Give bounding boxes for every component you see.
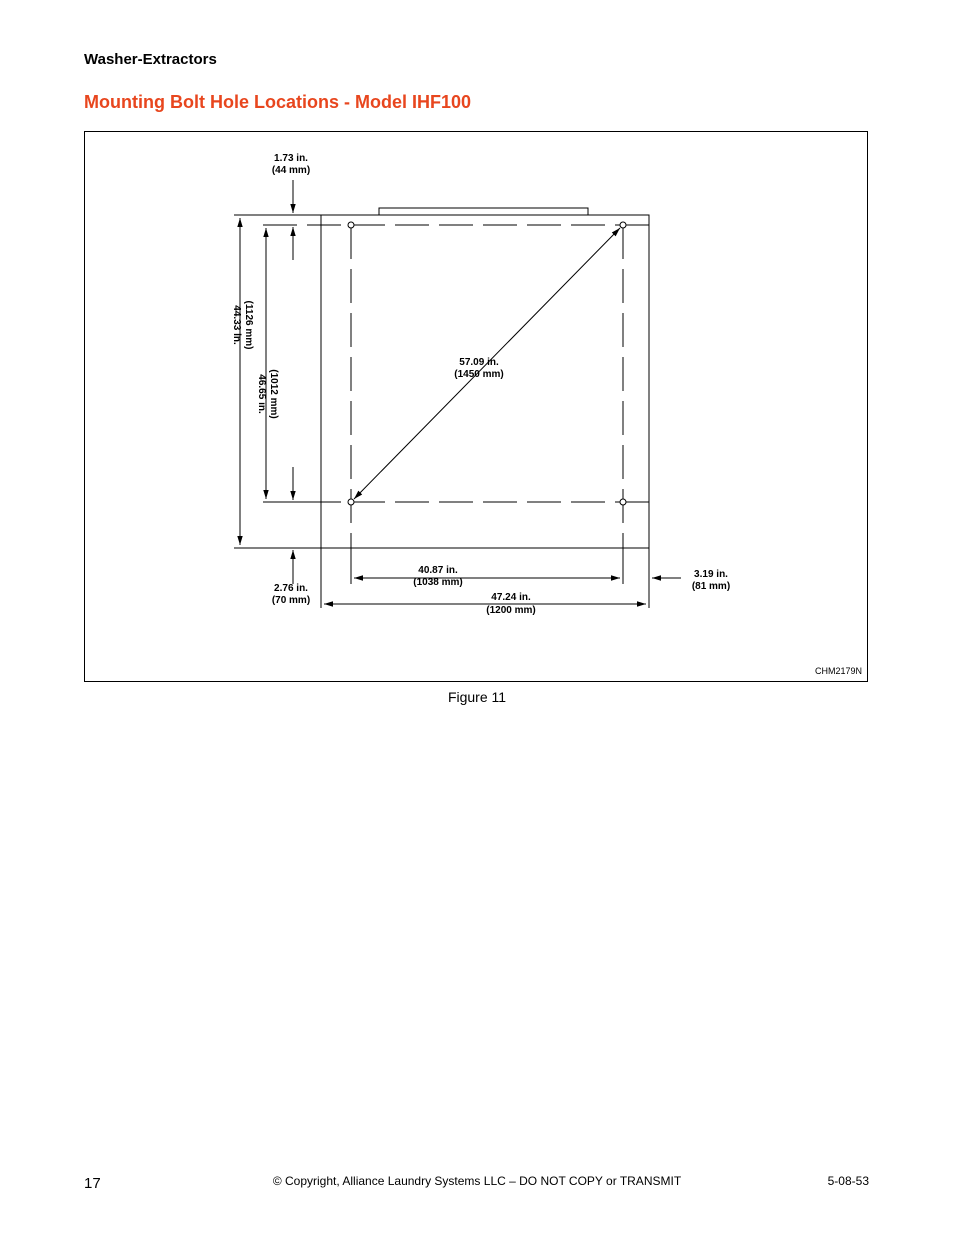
extension-lines — [234, 215, 649, 608]
document-code: 5-08-53 — [827, 1174, 869, 1188]
overall-depth-imperial: 44.33 in. — [231, 305, 242, 345]
hole-width-imperial: 40.87 in. — [418, 565, 458, 576]
machine-outline — [321, 215, 649, 548]
bolt-hole — [620, 499, 626, 505]
top-offset-metric: (44 mm) — [271, 165, 311, 176]
dimension-lines — [240, 180, 681, 604]
overall-depth-metric: (1126 mm) — [243, 300, 254, 350]
side-offset-imperial: 3.19 in. — [694, 569, 728, 580]
bottom-offset-imperial: 2.76 in. — [274, 583, 308, 594]
mounting-diagram — [85, 132, 869, 683]
figure-caption: Figure 11 — [447, 689, 507, 705]
hole-depth-metric: (1012 mm) — [268, 369, 279, 419]
copyright-notice: © Copyright, Alliance Laundry Systems LLC – DO NOT COPY or TRANSMIT — [272, 1174, 682, 1188]
diagonal-imperial: 57.09 in. — [459, 357, 499, 368]
top-offset-imperial: 1.73 in. — [274, 153, 308, 164]
diagonal-metric: (1450 mm) — [454, 369, 504, 380]
drawing-code: CHM2179N — [814, 666, 862, 676]
bottom-offset-metric: (70 mm) — [271, 595, 311, 606]
mounting-diagram-frame — [84, 131, 868, 682]
overall-width-metric: (1200 mm) — [486, 605, 536, 616]
page-number: 17 — [84, 1175, 101, 1192]
bolt-hole — [620, 222, 626, 228]
hole-width-metric: (1038 mm) — [413, 577, 463, 588]
bolt-hole — [348, 499, 354, 505]
bolt-hole — [348, 222, 354, 228]
running-header: Washer-Extractors — [84, 51, 217, 68]
machine-top-protrusion — [379, 208, 588, 215]
hole-depth-imperial: 46.65 in. — [256, 374, 267, 414]
overall-width-imperial: 47.24 in. — [491, 592, 531, 603]
section-title: Mounting Bolt Hole Locations - Model IHF100 — [84, 92, 471, 112]
side-offset-metric: (81 mm) — [691, 581, 731, 592]
